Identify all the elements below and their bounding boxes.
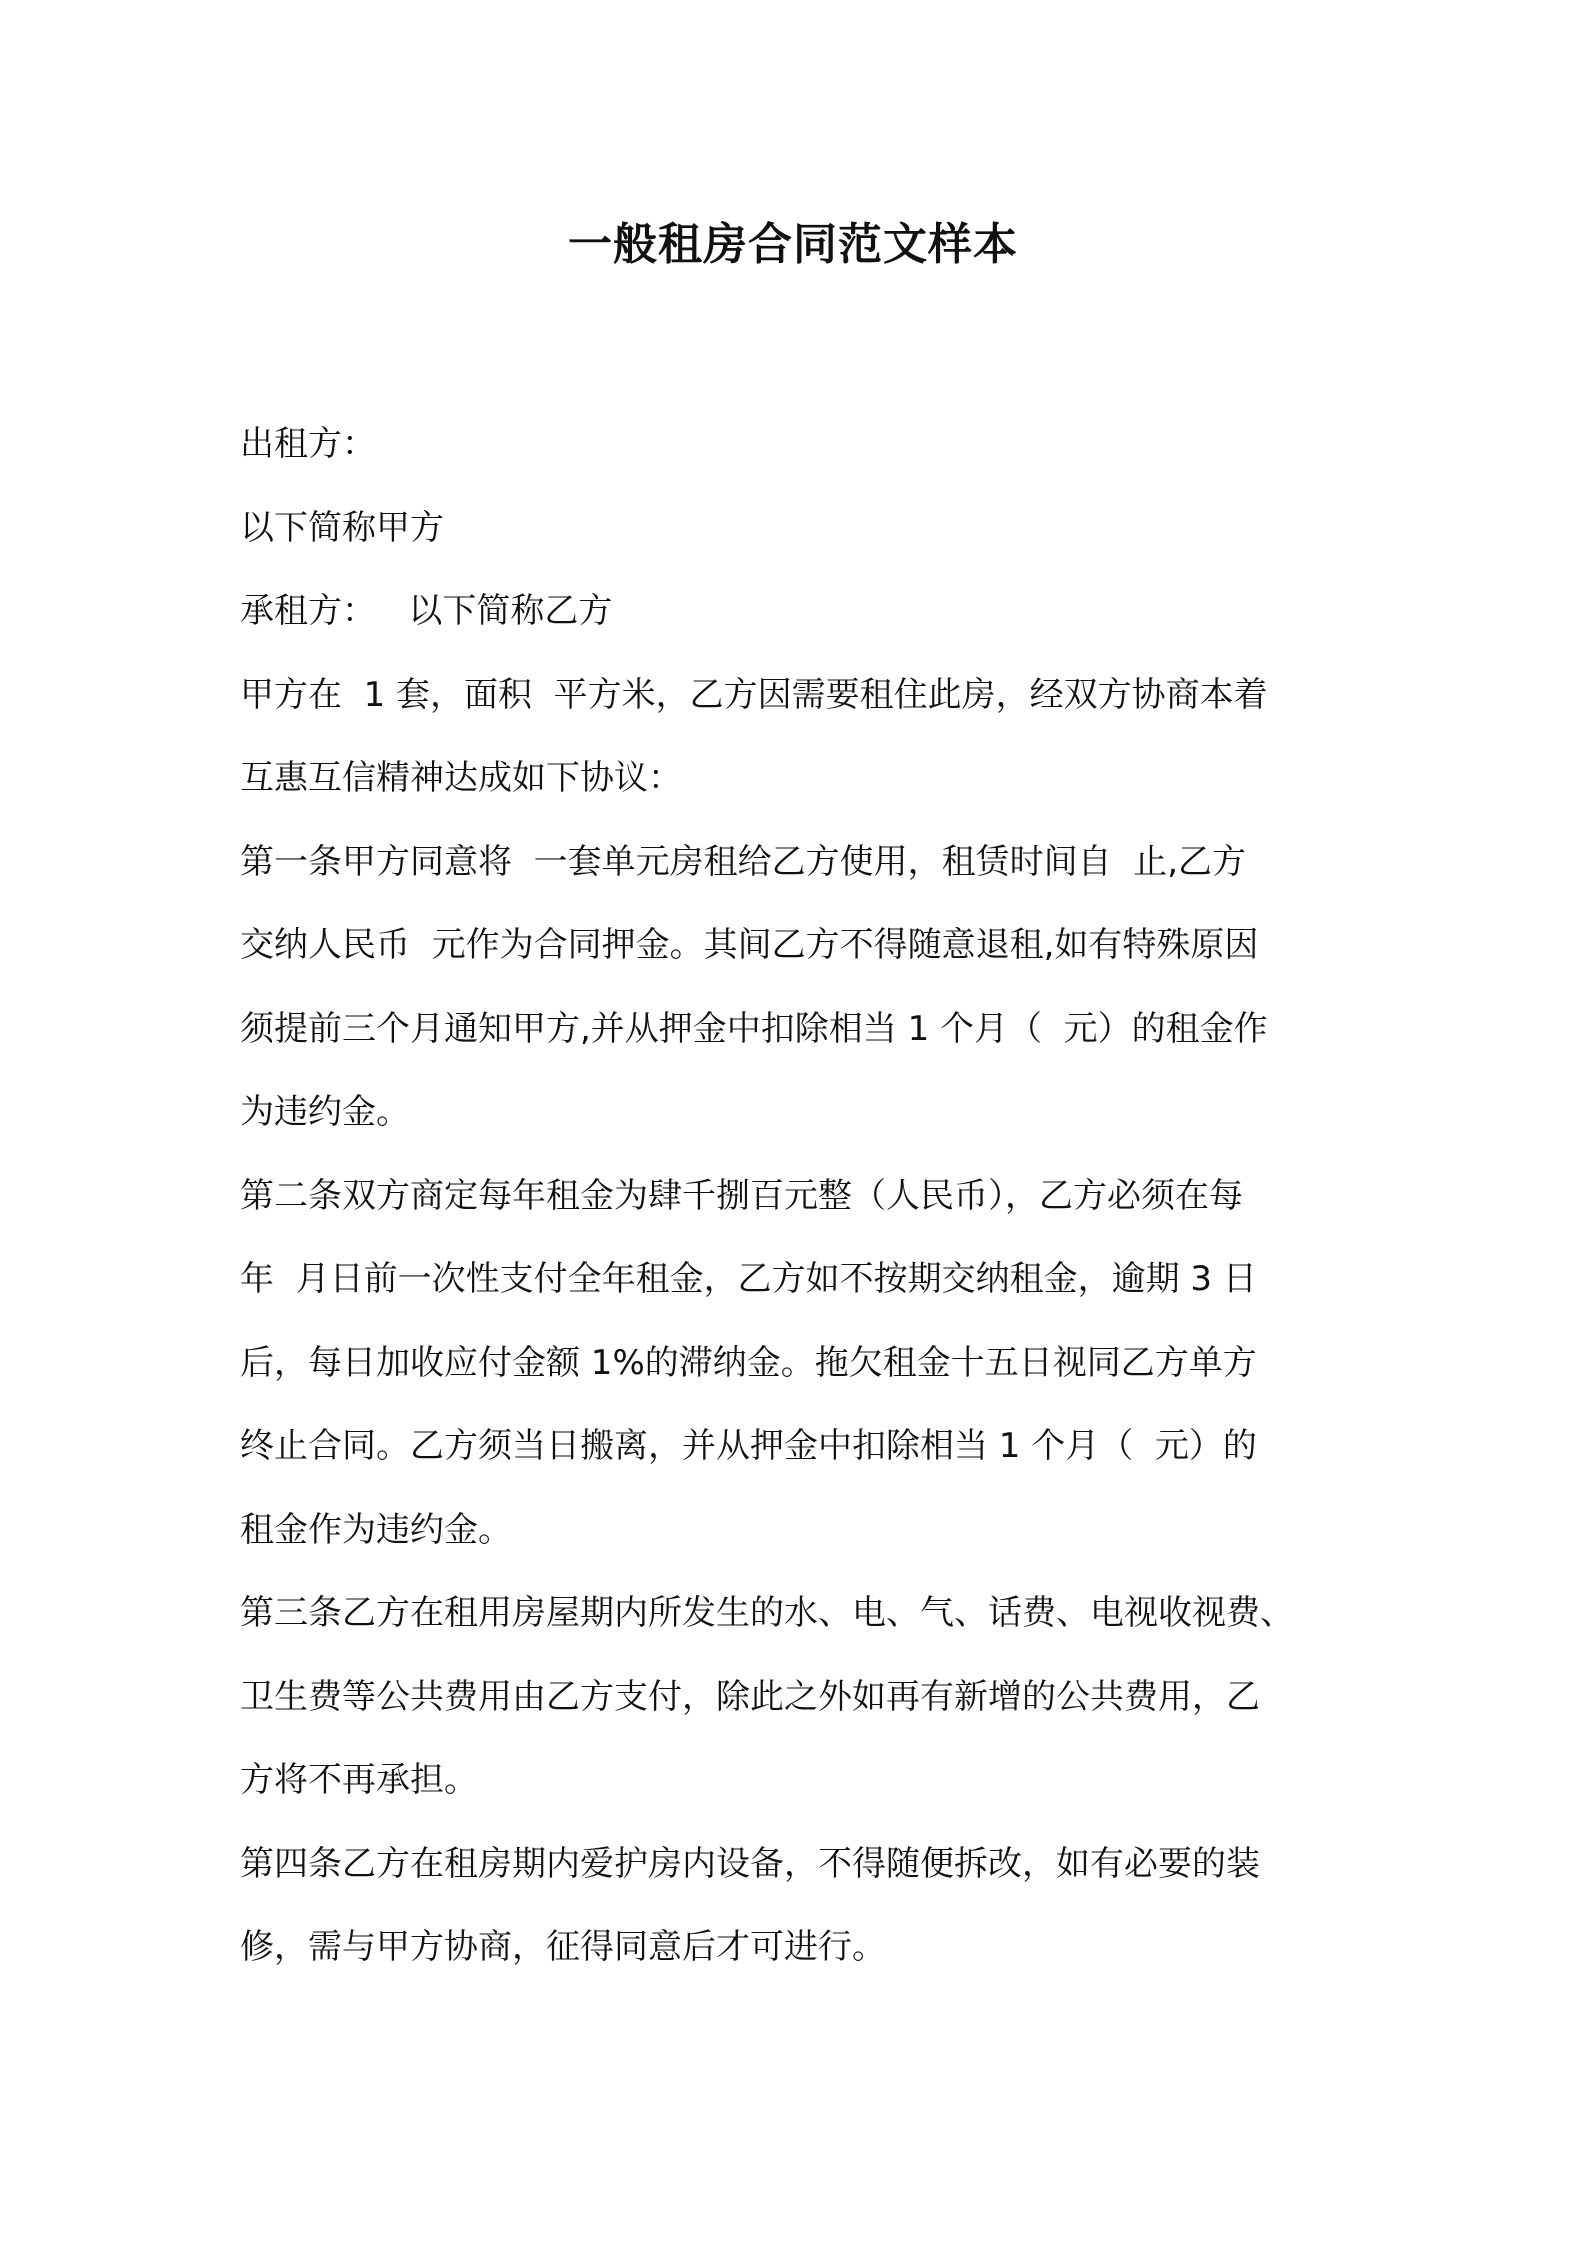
text-line: 年 月日前一次性支付全年租金，乙方如不按期交纳租金，逾期 3 日 [240, 1259, 1257, 1299]
paragraph-preamble [240, 654, 1360, 821]
document-body [240, 403, 1360, 1990]
text-line: 终止合同。乙方须当日搬离，并从押金中扣除相当 1 个月（ 元）的 [240, 1426, 1257, 1466]
text-line: 须提前三个月通知甲方,并从押金中扣除相当 1 个月（ 元）的租金作 [240, 1008, 1268, 1049]
paragraph-article-3 [240, 1572, 1360, 1823]
document-title: 一般租房合同范文样本 [568, 219, 1018, 270]
paragraph-article-2 [240, 1155, 1360, 1573]
paragraph-article-4 [240, 1823, 1360, 1990]
text-line: 甲方在 1 套，面积 平方米，乙方因需要租住此房，经双方协商本着 [240, 674, 1268, 715]
text-line: 租金作为违约金。 [240, 1509, 512, 1550]
text-line: 第四条乙方在租房期内爱护房内设备，不得随便拆改，如有必要的装 [240, 1843, 1260, 1884]
paragraph-lessor [240, 403, 1360, 487]
text-line: 互惠互信精神达成如下协议： [240, 758, 682, 798]
text-line: 第三条乙方在租用房屋期内所发生的水、电、气、话费、电视收视费、 [240, 1593, 1294, 1633]
text-line: 出租方： [240, 424, 376, 464]
text-line: 方将不再承担。 [240, 1760, 478, 1800]
text-line: 为违约金。 [240, 1092, 410, 1132]
paragraph-article-1 [240, 821, 1360, 1155]
paragraph-lessee [240, 570, 1360, 654]
text-line: 交纳人民币 元作为合同押金。其间乙方不得随意退租,如有特殊原因 [240, 925, 1259, 965]
text-line: 第一条甲方同意将 一套单元房租给乙方使用，租赁时间自 止,乙方 [240, 841, 1247, 882]
text-line: 以下简称甲方 [240, 507, 444, 548]
text-line: 卫生费等公共费用由乙方支付，除此之外如再有新增的公共费用，乙 [240, 1676, 1260, 1717]
paragraph-lessor-alias [240, 487, 1360, 571]
text-line: 承租方： 以下简称乙方 [240, 591, 613, 631]
text-line: 第二条双方商定每年租金为肆千捌百元整（人民币），乙方必须在每 [240, 1175, 1243, 1216]
text-line: 后，每日加收应付金额 1%的滞纳金。拖欠租金十五日视同乙方单方 [240, 1342, 1257, 1383]
text-line: 修，需与甲方协商，征得同意后才可进行。 [240, 1927, 886, 1967]
